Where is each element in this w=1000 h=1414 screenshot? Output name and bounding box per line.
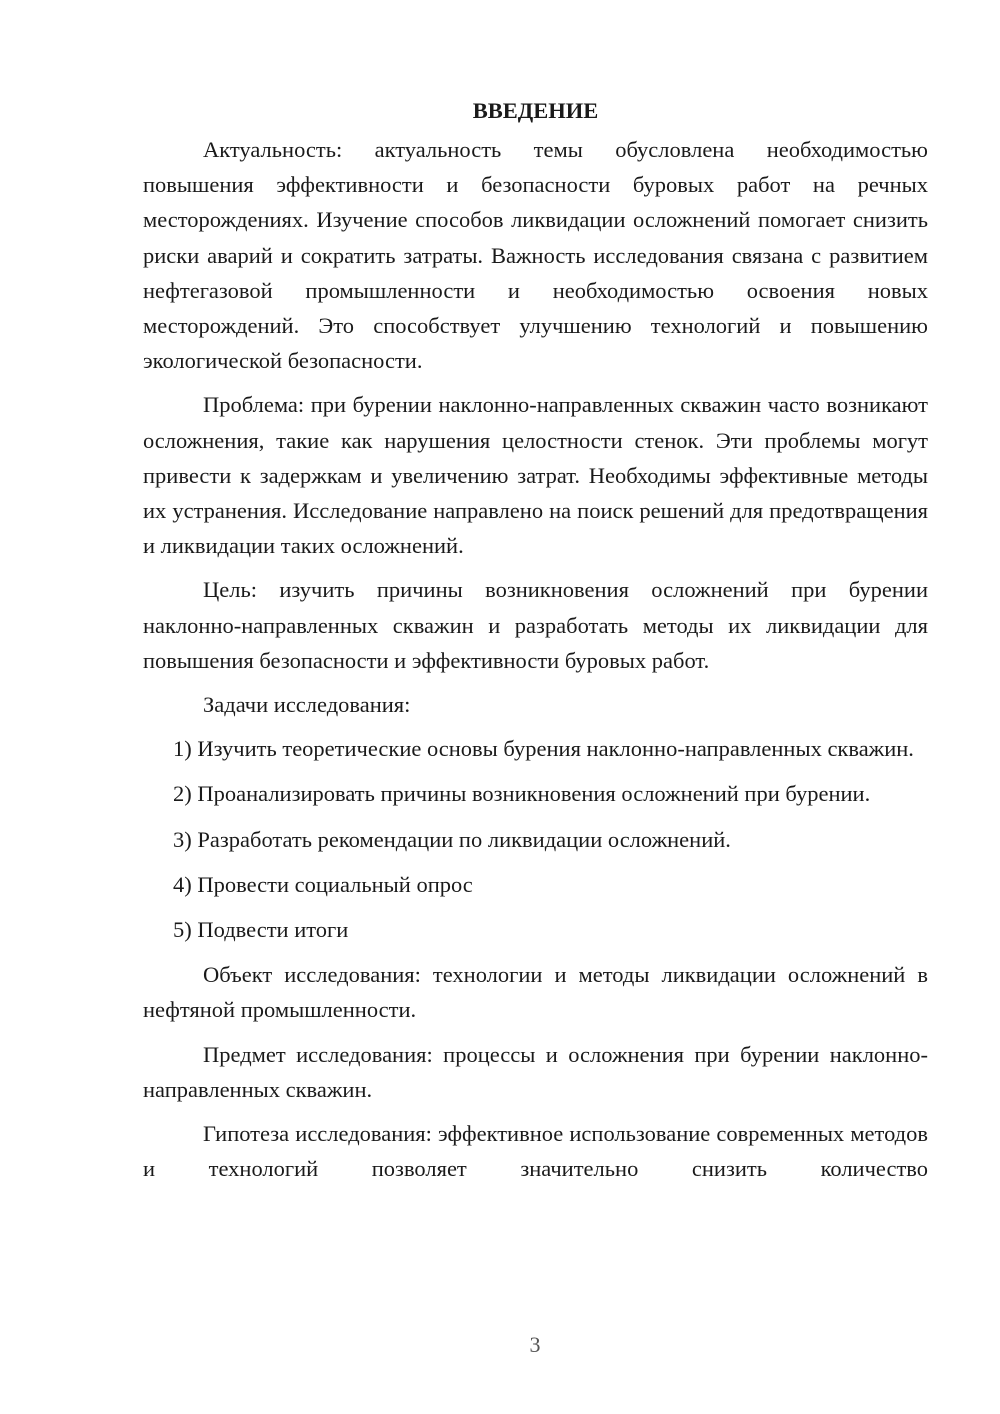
document-page	[143, 92, 928, 1195]
hypothesis-paragraph: Гипотеза исследования: эффективное использование современных методов и технологий позволяет значительно снизить количество	[143, 1121, 928, 1182]
subject-paragraph: Предмет исследования: процессы и осложнения при бурении наклонно-направленных скважин.	[143, 1041, 928, 1102]
list-item: 3) Разработать рекомендации по ликвидации осложнений.	[173, 826, 731, 852]
page-title: ВВЕДЕНИЕ	[472, 98, 599, 123]
goal-paragraph: Цель: изучить причины возникновения осложнений при бурении наклонно-направленных скважин и разработать методы их ликвидации для повышения безопасности и эффективности буровых работ.	[143, 577, 928, 673]
tasks-list	[143, 731, 928, 947]
problem-paragraph: Проблема: при бурении наклонно-направленных скважин часто возникают осложнения, такие как нарушения целостности стенок. Эти проблемы могут привести к задержкам и увеличению затрат. Необходимы эффективные методы их устранения. Исследование направлено на поиск решений для предотвращения и ликвидации таких осложнений.	[143, 392, 928, 559]
tasks-heading: Задачи исследования:	[203, 692, 411, 718]
object-paragraph: Объект исследования: технологии и методы ликвидации осложнений в нефтяной промышленности.	[143, 962, 928, 1023]
list-item: 4) Провести социальный опрос	[173, 871, 473, 897]
list-item: 5) Подвести итоги	[173, 917, 349, 943]
list-item: 1) Изучить теоретические основы бурения наклонно-направленных скважин.	[173, 736, 914, 762]
list-item: 2) Проанализировать причины возникновения осложнений при бурении.	[173, 781, 871, 807]
relevance-paragraph: Актуальность: актуальность темы обусловлена необходимостью повышения эффективности и безопасности буровых работ на речных месторождениях. Изучение способов ликвидации осложнений помогает снизить риски аварий и сократить затраты. Важность исследования связана с развитием нефтегазовой промышленности и необходимостью освоения новых месторождений. Это способствует улучшению технологий и повышению экологической безопасности.	[143, 137, 928, 374]
page-number: 3	[529, 1332, 541, 1357]
